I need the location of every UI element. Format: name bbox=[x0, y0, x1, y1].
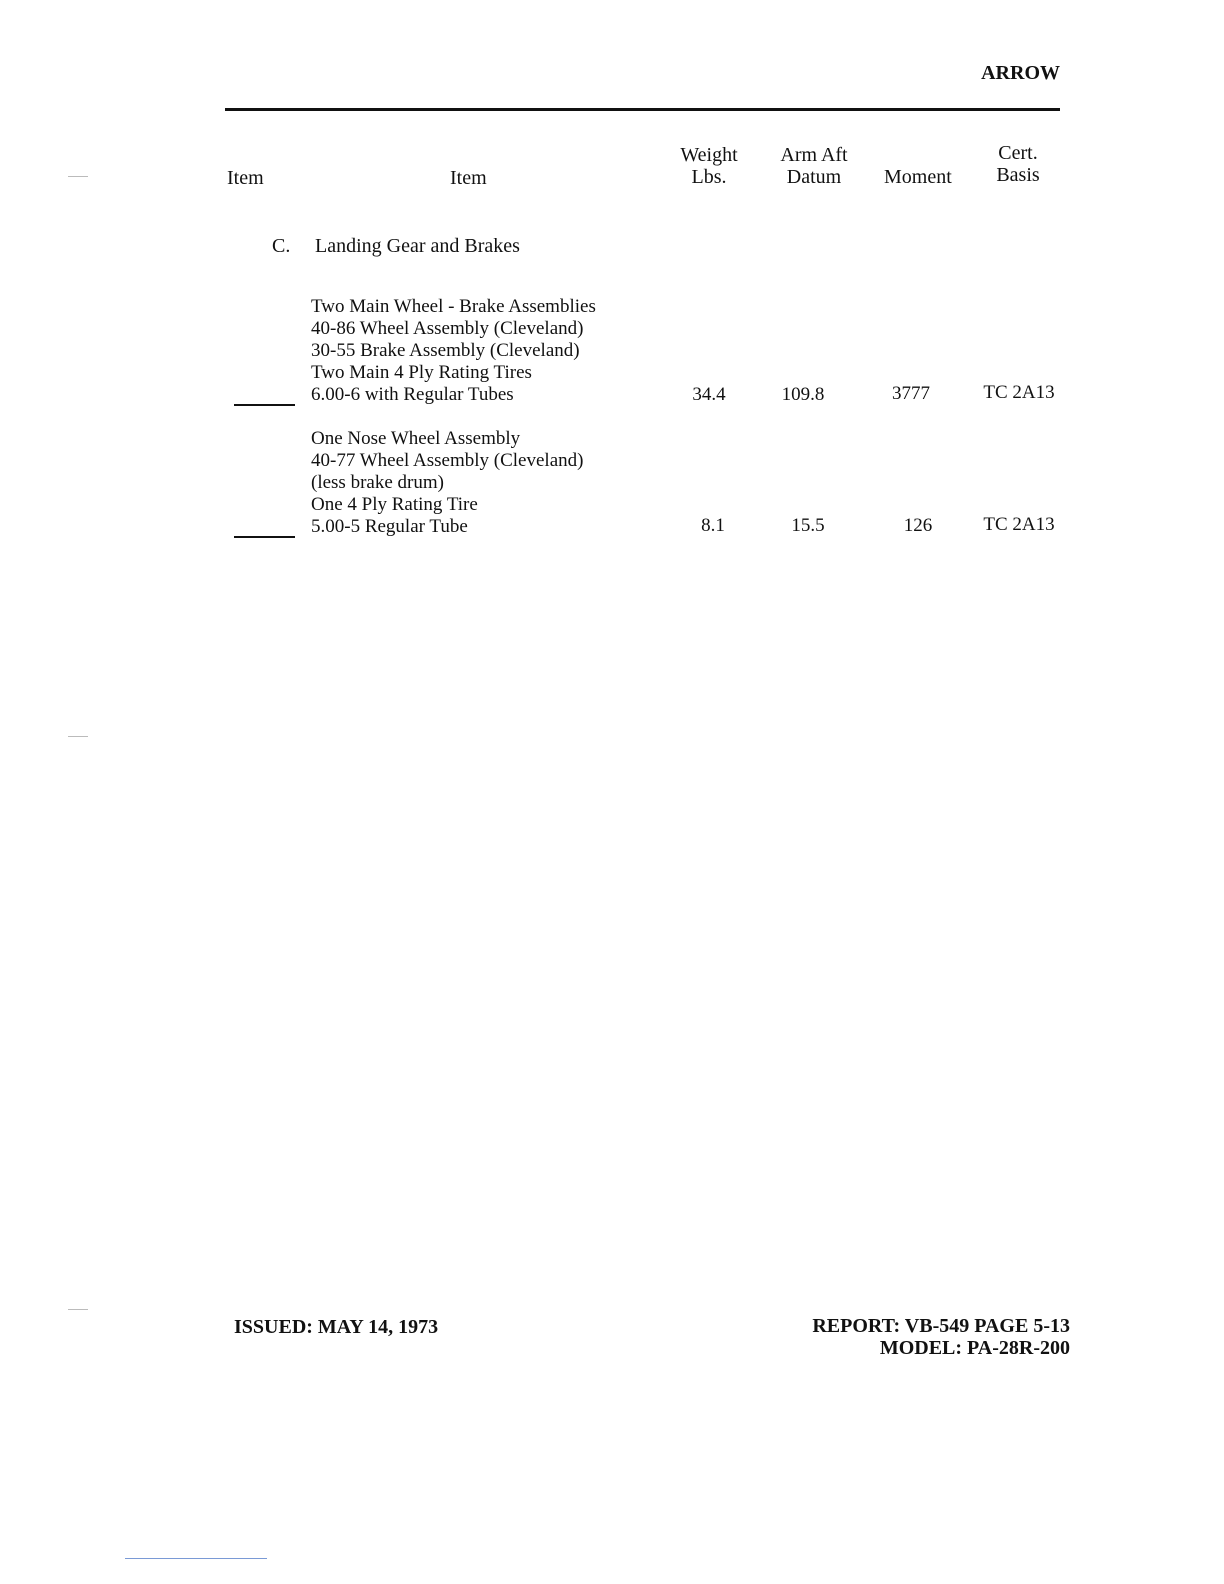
column-heading-moment: Moment bbox=[884, 166, 952, 188]
column-heading-cert-line2: Basis bbox=[996, 164, 1040, 186]
column-heading-cert bbox=[985, 142, 1051, 186]
row-2-line-2: 40-77 Wheel Assembly (Cleveland) bbox=[311, 450, 584, 471]
header-rule bbox=[225, 108, 1060, 111]
row-1-line-3: 30-55 Brake Assembly (Cleveland) bbox=[311, 340, 580, 361]
row-2-line-3: (less brake drum) bbox=[311, 472, 444, 493]
footer-report-block bbox=[812, 1315, 1070, 1359]
table-row-1-description bbox=[311, 296, 596, 406]
scan-mark bbox=[68, 1309, 88, 1310]
footer-model: MODEL: PA-28R-200 bbox=[879, 1337, 1070, 1359]
column-heading-item: Item bbox=[227, 167, 264, 189]
section-title: Landing Gear and Brakes bbox=[315, 235, 520, 257]
row-2-line-5: 5.00-5 Regular Tube bbox=[311, 516, 468, 537]
scan-mark-blue bbox=[125, 1558, 267, 1559]
row-2-line-1: One Nose Wheel Assembly bbox=[311, 428, 521, 449]
column-heading-arm bbox=[770, 144, 858, 188]
column-heading-arm-line1: Arm Aft bbox=[780, 144, 848, 166]
row-2-arm: 15.5 bbox=[791, 515, 825, 536]
row-2-weight: 8.1 bbox=[701, 515, 725, 536]
row-1-moment: 3777 bbox=[892, 383, 930, 404]
column-heading-cert-line1: Cert. bbox=[998, 142, 1038, 164]
row-1-cert: TC 2A13 bbox=[983, 382, 1055, 403]
row-1-item-blank bbox=[234, 404, 295, 406]
row-2-moment: 126 bbox=[903, 515, 933, 536]
section-letter: C. bbox=[272, 235, 291, 257]
row-1-line-5: 6.00-6 with Regular Tubes bbox=[311, 384, 514, 405]
scan-mark bbox=[68, 176, 88, 177]
row-1-line-1: Two Main Wheel - Brake Assemblies bbox=[311, 296, 596, 317]
column-heading-weight-line2: Lbs. bbox=[691, 166, 727, 188]
row-2-line-4: One 4 Ply Rating Tire bbox=[311, 494, 478, 515]
column-heading-weight bbox=[670, 144, 748, 188]
row-2-cert: TC 2A13 bbox=[983, 514, 1055, 535]
footer-report: REPORT: VB-549 PAGE 5-13 bbox=[812, 1315, 1070, 1337]
page-header-title: ARROW bbox=[981, 62, 1060, 84]
scan-mark bbox=[68, 736, 88, 737]
column-heading-item-description: Item bbox=[450, 167, 487, 189]
row-1-weight: 34.4 bbox=[692, 384, 726, 405]
column-heading-arm-line2: Datum bbox=[786, 166, 842, 188]
row-1-arm: 109.8 bbox=[781, 384, 825, 405]
row-1-line-2: 40-86 Wheel Assembly (Cleveland) bbox=[311, 318, 584, 339]
table-row-2-description bbox=[311, 428, 583, 538]
column-heading-weight-line1: Weight bbox=[680, 144, 738, 166]
row-1-line-4: Two Main 4 Ply Rating Tires bbox=[311, 362, 532, 383]
footer-issued: ISSUED: MAY 14, 1973 bbox=[234, 1316, 439, 1338]
row-2-item-blank bbox=[234, 536, 295, 538]
